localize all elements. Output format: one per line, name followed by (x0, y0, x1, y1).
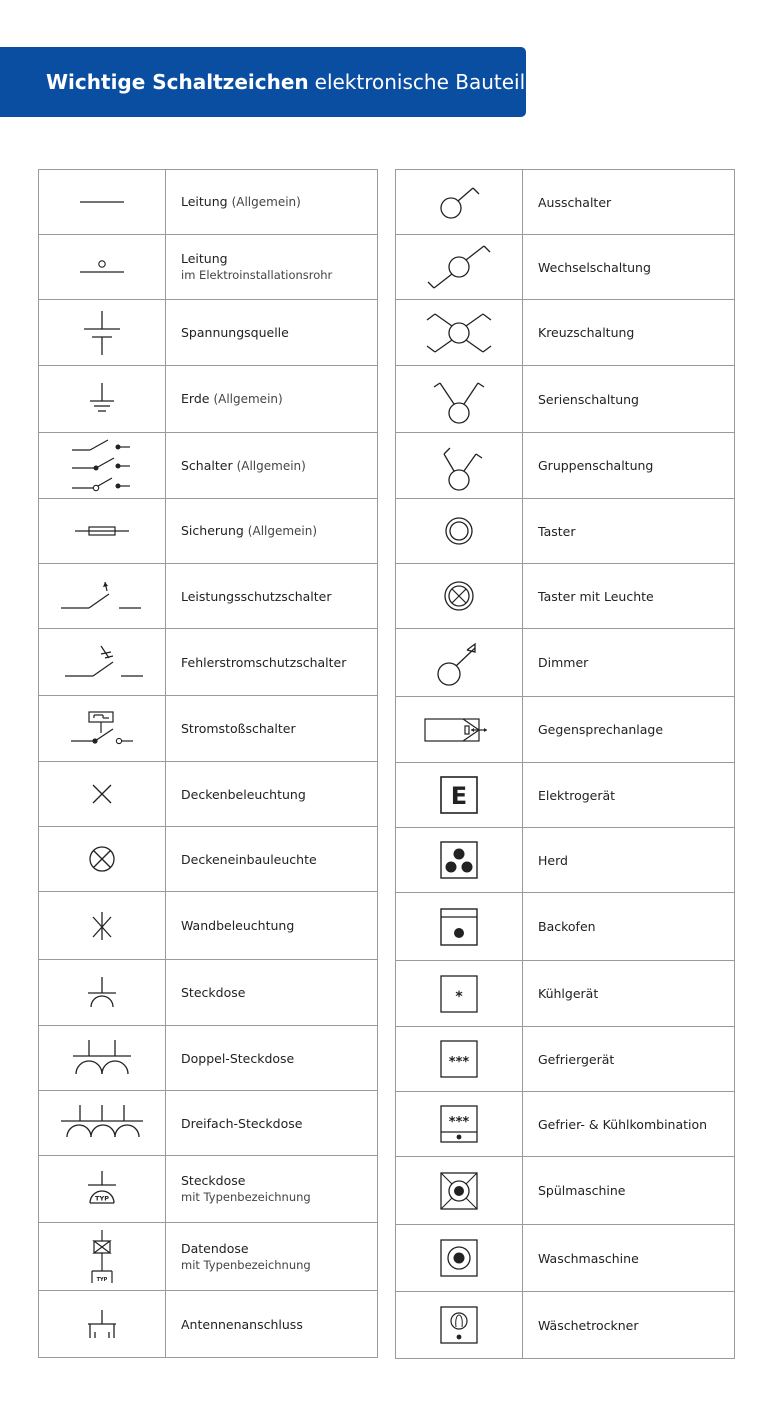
table-row (39, 1223, 377, 1291)
table-row (396, 763, 734, 828)
gefriergeraet-icon (439, 1039, 479, 1079)
symbol-name: Wäschetrockner (538, 1317, 639, 1333)
taster-icon (442, 514, 476, 548)
table-row (39, 235, 377, 300)
symbol-name: Spülmaschine (538, 1183, 626, 1198)
symbol-name: Backofen (538, 919, 596, 934)
wechselschaltung-icon (414, 242, 504, 292)
symbol-sub: (Allgemein) (213, 392, 283, 406)
gegensprechanlage-icon (419, 714, 499, 746)
table-row (396, 170, 734, 235)
symbol-name: Gefrier- & Kühlkombination (538, 1116, 708, 1132)
gruppenschaltung-icon (424, 438, 494, 494)
symbol-name: Fehlerstromschutzschalter (181, 654, 347, 670)
spuelmaschine-icon (439, 1171, 479, 1211)
table-row (39, 300, 377, 366)
symbol-name: Serienschaltung (538, 391, 639, 407)
title-banner (0, 47, 538, 117)
title-light: elektronische Bauteile (314, 70, 538, 94)
table-row (39, 892, 377, 960)
doppel-steckdose-icon (67, 1036, 137, 1080)
table-row (396, 828, 734, 893)
table-row (396, 961, 734, 1027)
herd-icon (439, 840, 479, 880)
backofen-icon (439, 907, 479, 947)
leitung-rohr-icon (72, 255, 132, 279)
symbol-name: Taster mit Leuchte (538, 588, 654, 604)
waschmaschine-icon (439, 1238, 479, 1278)
symbol-name: Steckdose (181, 1173, 246, 1188)
table-row (396, 1225, 734, 1292)
datendose-icon (82, 1227, 122, 1287)
symbol-name: Elektrogerät (538, 787, 616, 803)
symbol-name: Kreuzschaltung (538, 325, 635, 340)
fehlerstromschutzschalter-icon (57, 642, 147, 682)
kuehlgeraet-icon (439, 974, 479, 1014)
dreifach-steckdose-icon (57, 1101, 147, 1145)
symbol-detail: im Elektroinstallationsrohr (181, 268, 333, 282)
symbol-name: Leistungsschutzschalter (181, 588, 332, 604)
symbol-name: Ausschalter (538, 194, 612, 210)
table-row (39, 170, 377, 235)
kreuzschaltung-icon (419, 308, 499, 358)
leistungsschutzschalter-icon (57, 578, 147, 614)
table-row (39, 696, 377, 762)
symbol-name: Steckdose (181, 985, 246, 1000)
table-row (39, 564, 377, 629)
serienschaltung-icon (424, 371, 494, 427)
symbol-name: Sicherung (181, 523, 244, 538)
table-row (39, 629, 377, 696)
symbol-name: Dreifach-Steckdose (181, 1115, 303, 1131)
symbol-name: Gruppenschaltung (538, 458, 654, 473)
table-row (39, 1091, 377, 1156)
symbol-table-right (395, 169, 735, 1359)
waeschetrockner-icon (439, 1305, 479, 1345)
table-row (39, 366, 377, 433)
table-row (396, 697, 734, 763)
table-row (39, 1291, 377, 1358)
symbol-name: Waschmaschine (538, 1250, 639, 1266)
schalter-icon (66, 436, 138, 496)
symbol-name: Taster (538, 523, 576, 539)
table-row (39, 1156, 377, 1223)
symbol-detail: mit Typenbezeichnung (181, 1190, 311, 1204)
symbol-name: Datendose (181, 1240, 249, 1256)
steckdose-typ-icon (82, 1167, 122, 1211)
table-row (396, 629, 734, 697)
table-row (39, 762, 377, 827)
dimmer-icon (429, 638, 489, 688)
table-row (39, 1026, 377, 1091)
table-row (39, 433, 377, 499)
table-row (396, 1292, 734, 1359)
symbol-detail: mit Typenbezeichnung (181, 1257, 311, 1272)
symbol-name: Gegensprechanlage (538, 722, 664, 737)
symbol-sub: (Allgemein) (236, 458, 306, 473)
symbol-name: Erde (181, 391, 210, 406)
table-row (39, 960, 377, 1026)
e-glyph: E (450, 782, 468, 810)
symbol-name: Leitung (181, 194, 228, 209)
symbol-name: Leitung (181, 251, 228, 266)
table-row (396, 1027, 734, 1092)
gefrier-kuehl-icon (439, 1104, 479, 1144)
table-row (396, 433, 734, 499)
star-glyph: *** (448, 1055, 470, 1070)
wandbeleuchtung-icon (87, 909, 117, 943)
symbol-name: Herd (538, 852, 568, 868)
title-bold: Wichtige Schaltzeichen (46, 70, 309, 94)
table-row (396, 893, 734, 961)
symbol-name: Kühlgerät (538, 986, 599, 1001)
steckdose-icon (82, 973, 122, 1013)
star-glyph: * (455, 988, 463, 1005)
symbol-name: Gefriergerät (538, 1051, 615, 1067)
table-row (396, 564, 734, 629)
symbol-name: Deckenbeleuchtung (181, 786, 306, 802)
symbol-name: Deckeneinbauleuchte (181, 851, 317, 867)
stromstossschalter-icon (67, 709, 137, 749)
symbol-sub: (Allgemein) (231, 195, 301, 209)
table-row (396, 366, 734, 433)
taster-leuchte-icon (442, 579, 476, 613)
table-row (396, 499, 734, 564)
star-glyph: *** (448, 1115, 470, 1130)
symbol-sub: (Allgemein) (247, 524, 318, 538)
symbol-name: Schalter (181, 457, 233, 473)
symbol-name: Antennenanschluss (181, 1316, 303, 1332)
symbol-name: Spannungsquelle (181, 325, 289, 340)
symbol-name: Dimmer (538, 655, 589, 670)
typ-label: TYP (95, 1194, 109, 1203)
ausschalter-icon (429, 182, 489, 222)
deckeneinbauleuchte-icon (86, 843, 118, 875)
table-row (396, 1092, 734, 1157)
symbol-table-left (38, 169, 378, 1358)
table-row (39, 827, 377, 892)
table-row (39, 499, 377, 564)
leitung-icon (72, 192, 132, 212)
spannungsquelle-icon (77, 305, 127, 361)
symbol-name: Stromstoßschalter (181, 721, 296, 736)
sicherung-icon (72, 521, 132, 541)
table-row (396, 235, 734, 300)
symbol-name: Wechselschaltung (538, 259, 651, 275)
symbol-name: Wandbeleuchtung (181, 918, 295, 933)
antennenanschluss-icon (82, 1306, 122, 1342)
erde-icon (82, 379, 122, 419)
table-row (396, 300, 734, 366)
deckenbeleuchtung-icon (87, 779, 117, 809)
elektrogeraet-icon (439, 775, 479, 815)
table-row (396, 1157, 734, 1225)
typ-label: TYP (96, 1276, 108, 1283)
symbol-name: Doppel-Steckdose (181, 1050, 295, 1066)
